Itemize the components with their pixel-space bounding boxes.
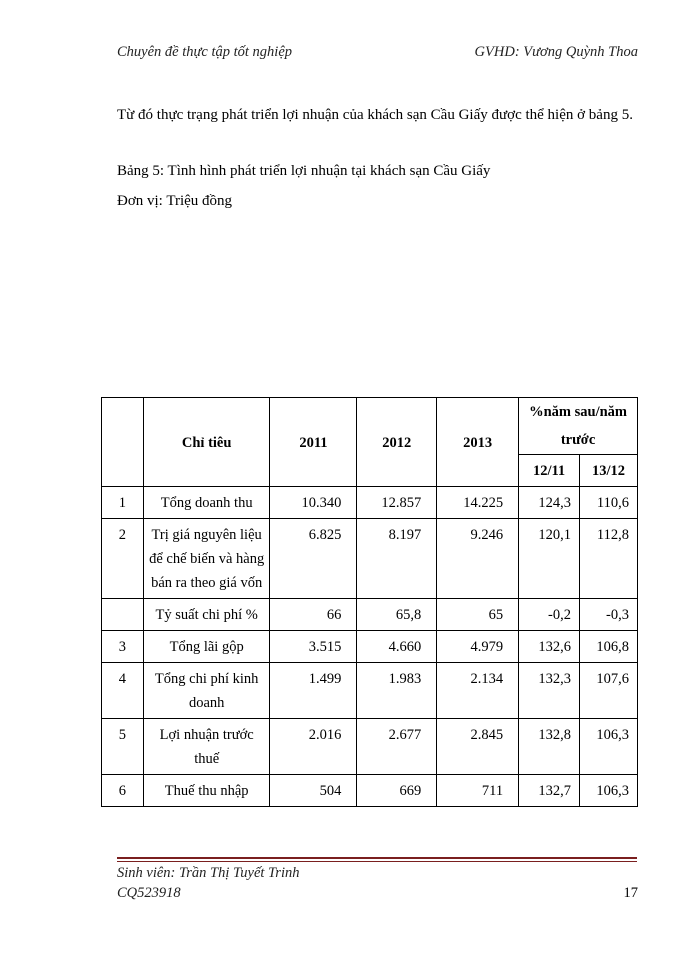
cell-no: 6: [102, 775, 144, 807]
cell-v2012: 669: [357, 775, 437, 807]
footer-code: CQ523918: [117, 885, 181, 901]
cell-v2013: 14.225: [437, 487, 519, 519]
header-left: Chuyên đề thực tập tốt nghiệp: [117, 44, 293, 60]
header-12-11: 12/11: [519, 455, 580, 487]
cell-name: Trị giá nguyên liệu để chế biến và hàng bán ra theo giá vốn: [143, 519, 270, 599]
cell-v2011: 10.340: [270, 487, 357, 519]
cell-no: 5: [102, 719, 144, 775]
cell-v2011: 2.016: [270, 719, 357, 775]
header-2011: 2011: [270, 398, 357, 487]
cell-p2: 112,8: [580, 519, 638, 599]
table-row: [102, 775, 638, 807]
cell-no: 2: [102, 519, 144, 599]
cell-name: Tổng lãi gộp: [143, 631, 270, 663]
cell-v2011: 1.499: [270, 663, 357, 719]
intro-paragraph: Từ đó thực trạng phát triển lợi nhuận của khách sạn Cầu Giấy được thể hiện ở bảng 5.: [117, 107, 633, 123]
cell-v2011: 3.515: [270, 631, 357, 663]
cell-p1: 132,7: [519, 775, 580, 807]
cell-v2012: 65,8: [357, 599, 437, 631]
table-header-row: [102, 398, 638, 455]
cell-p1: -0,2: [519, 599, 580, 631]
profit-table: [101, 397, 638, 807]
header-13-12: 13/12: [580, 455, 638, 487]
footer-divider: [117, 857, 637, 859]
table-row: [102, 631, 638, 663]
cell-p1: 132,3: [519, 663, 580, 719]
header-2013: 2013: [437, 398, 519, 487]
cell-p2: 107,6: [580, 663, 638, 719]
cell-v2011: 504: [270, 775, 357, 807]
header-percent: %năm sau/năm trước: [519, 398, 638, 455]
cell-no: 4: [102, 663, 144, 719]
table-row: [102, 599, 638, 631]
cell-v2013: 711: [437, 775, 519, 807]
cell-name: Thuế thu nhập: [143, 775, 270, 807]
table-row: [102, 663, 638, 719]
cell-v2012: 1.983: [357, 663, 437, 719]
cell-v2013: 4.979: [437, 631, 519, 663]
cell-p1: 132,8: [519, 719, 580, 775]
cell-v2013: 9.246: [437, 519, 519, 599]
cell-p2: -0,3: [580, 599, 638, 631]
table-row: [102, 519, 638, 599]
cell-p2: 110,6: [580, 487, 638, 519]
cell-name: Tổng chi phí kinh doanh: [143, 663, 270, 719]
cell-p2: 106,3: [580, 719, 638, 775]
cell-name: Tỷ suất chi phí %: [143, 599, 270, 631]
page-number: 17: [623, 885, 638, 901]
cell-p1: 120,1: [519, 519, 580, 599]
cell-name: Tổng doanh thu: [143, 487, 270, 519]
table-title: Bảng 5: Tình hình phát triển lợi nhuận tại khách sạn Cầu Giấy: [117, 163, 491, 179]
cell-v2013: 65: [437, 599, 519, 631]
header-indicator: Chỉ tiêu: [143, 398, 270, 487]
cell-v2011: 66: [270, 599, 357, 631]
cell-p1: 132,6: [519, 631, 580, 663]
cell-no: 1: [102, 487, 144, 519]
table-row: [102, 487, 638, 519]
footer-student: Sinh viên: Trần Thị Tuyết Trinh: [117, 865, 300, 881]
header-right: GVHD: Vương Quỳnh Thoa: [474, 44, 638, 60]
cell-v2012: 12.857: [357, 487, 437, 519]
cell-v2013: 2.845: [437, 719, 519, 775]
cell-name: Lợi nhuận trước thuế: [143, 719, 270, 775]
unit-label: Đơn vị: Triệu đồng: [117, 193, 233, 209]
cell-v2012: 4.660: [357, 631, 437, 663]
cell-no: 3: [102, 631, 144, 663]
cell-no: [102, 599, 144, 631]
header-2012: 2012: [357, 398, 437, 487]
footer-divider-thin: [117, 861, 637, 862]
cell-p1: 124,3: [519, 487, 580, 519]
cell-v2012: 2.677: [357, 719, 437, 775]
cell-v2011: 6.825: [270, 519, 357, 599]
cell-v2012: 8.197: [357, 519, 437, 599]
header-no: [102, 398, 144, 487]
cell-v2013: 2.134: [437, 663, 519, 719]
cell-p2: 106,8: [580, 631, 638, 663]
cell-p2: 106,3: [580, 775, 638, 807]
table-row: [102, 719, 638, 775]
